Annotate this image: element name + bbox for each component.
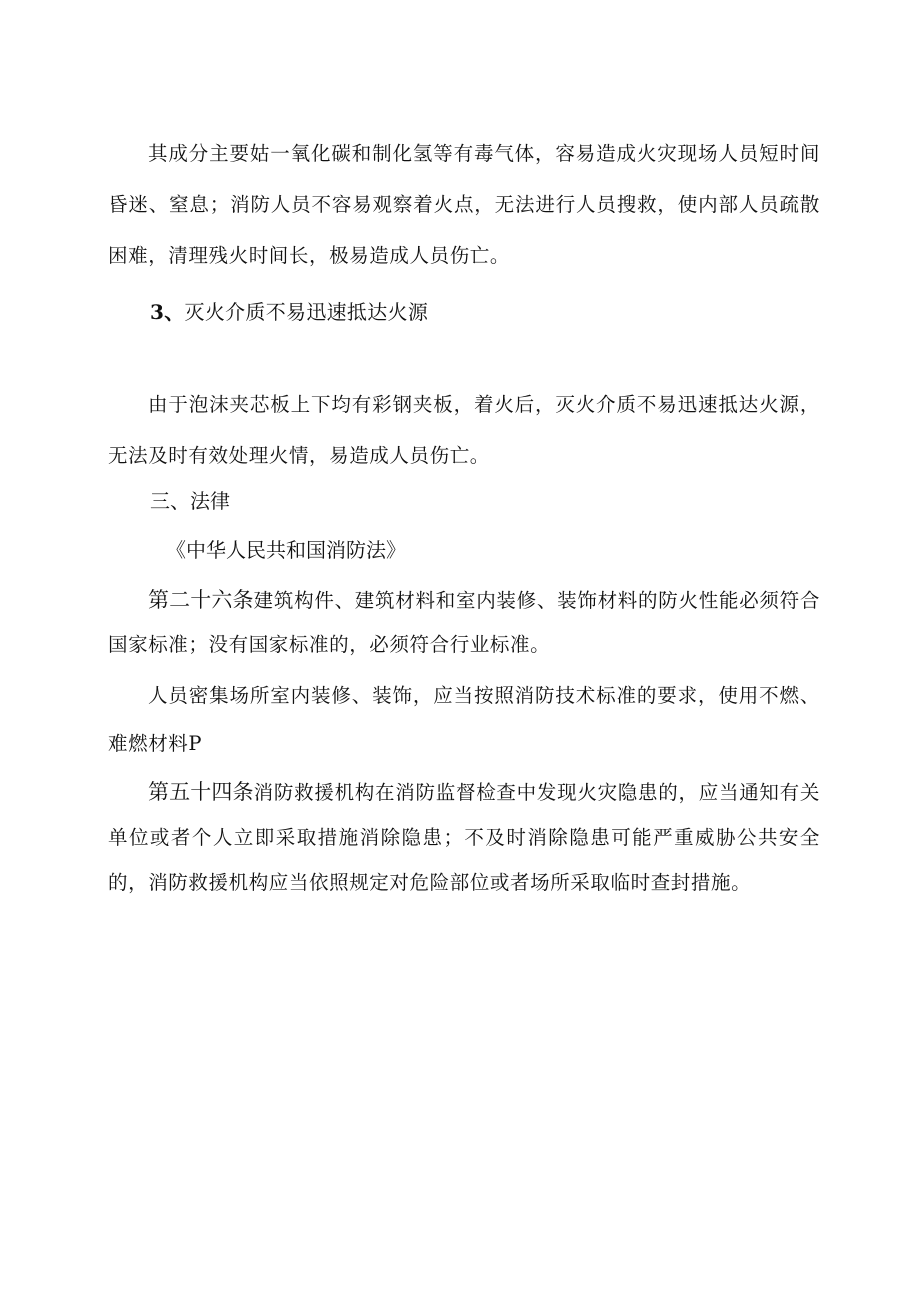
law-title: 《中华人民共和国消防法》 [166,538,406,562]
article-54-title: 第五十四条 [148,780,254,804]
heading-number: 3、 [150,300,185,324]
section-title-law: 三、法律 [150,489,230,513]
article-26-title: 第二十六条 [148,588,254,612]
heading-extinguishing-medium [150,290,428,334]
paragraph-extinguish: 由于泡沫夹芯板上下均有彩钢夹板，着火后，灭火介质不易迅速抵达火源，无法及时有效处理火情，易造成人员伤亡。 [108,393,820,467]
article-54 [108,770,820,905]
article-26-text: 建筑构件、建筑材料和室内装修、装饰材料的防火性能必须符合国家标准；没有国家标准的，必须符合行业标准。 [108,589,820,656]
article-26 [108,578,820,667]
paragraph-crowded-places: 人员密集场所室内装修、装饰，应当按照消防技术标准的要求，使用不燃、难燃材料P [108,684,820,755]
article-54-text: 消防救援机构在消防监督检查中发现火灾隐患的，应当通知有关单位或者个人立即采取措施消除隐患；不及时消除隐患可能严重威胁公共安全的，消防救援机构应当依照规定对危险部位或者场所采取临时查封措施。 [108,781,820,894]
heading-text: 灭火介质不易迅速抵达火源 [184,300,429,324]
paragraph-toxic-gas: 其成分主要姑一氧化碳和制化氢等有毒气体，容易造成火灾现场人员短时间昏迷、窒息；消防人员不容易观察着火点，无法进行人员搜救，使内部人员疏散困难，清理残火时间长，极易造成人员伤亡。 [108,142,820,267]
